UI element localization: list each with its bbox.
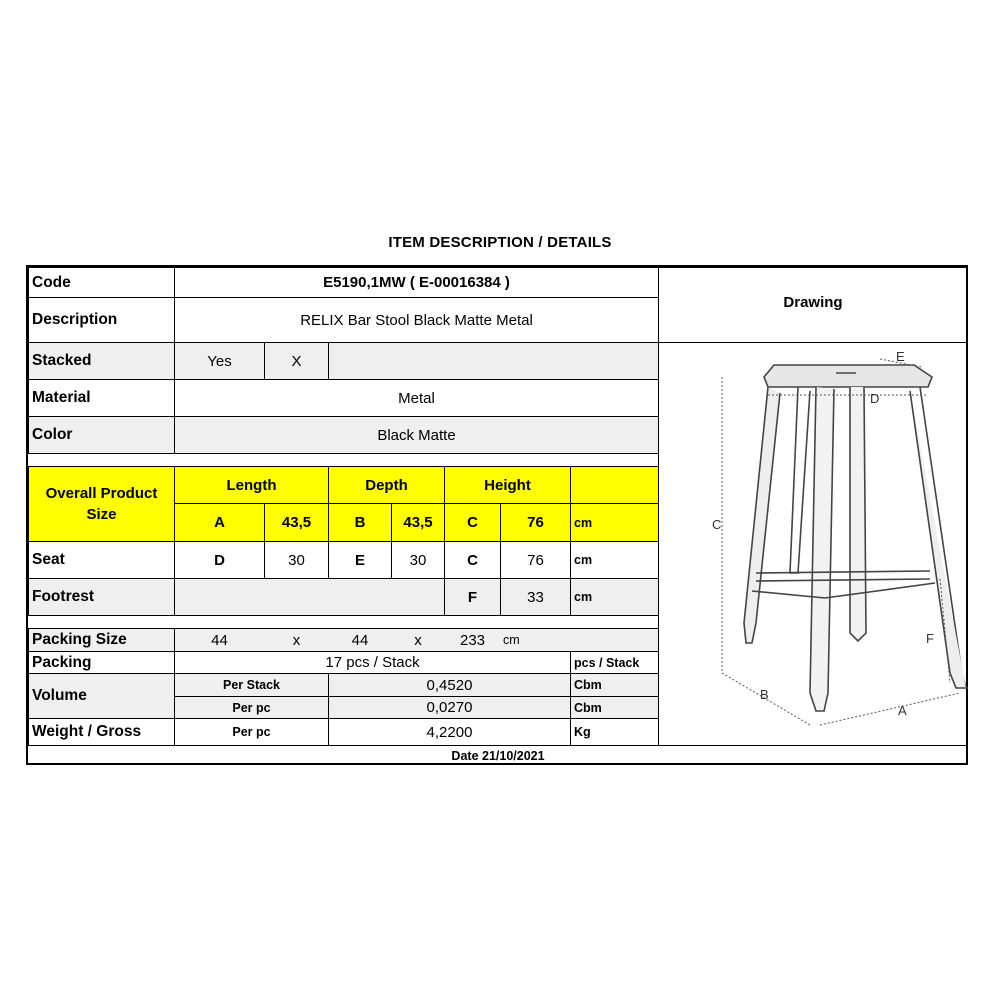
details-table (26, 265, 968, 765)
seat-d-value: 30 (264, 541, 329, 579)
unit-header-empty (570, 466, 659, 504)
drawing-area (658, 342, 968, 746)
packing-size-width: 44 (351, 631, 369, 649)
document-title: ITEM DESCRIPTION / DETAILS (388, 234, 612, 251)
stacked-mark: X (264, 342, 329, 380)
seat-label: Seat (28, 541, 175, 579)
depth-value: 43,5 (391, 503, 445, 542)
volume-per-pc-label: Per pc (174, 696, 329, 719)
volume-per-stack-unit: Cbm (570, 673, 659, 697)
seat-e-value: 30 (391, 541, 445, 579)
volume-per-stack-label: Per Stack (174, 673, 329, 697)
document-date: Date 21/10/2021 (28, 745, 968, 765)
footrest-f-value: 33 (500, 578, 571, 616)
seat-c-value: 76 (500, 541, 571, 579)
seat-d-key: D (174, 541, 265, 579)
packing-label: Packing (28, 651, 175, 674)
code-value: E5190,1MW ( E-00016384 ) (174, 267, 659, 298)
height-key: C (444, 503, 501, 542)
weight-unit: Kg (570, 718, 659, 746)
volume-per-pc-value: 0,0270 (328, 696, 571, 719)
stacked-empty (328, 342, 659, 380)
height-header: Height (444, 466, 571, 504)
weight-value: 4,2200 (328, 718, 571, 746)
overall-size-label: Overall Product Size (28, 466, 175, 542)
overall-unit: cm (570, 503, 659, 542)
height-value: 76 (500, 503, 571, 542)
packing-size-height: 233 (459, 631, 486, 649)
weight-label: Weight / Gross (28, 718, 175, 746)
drawing-label-c: C (711, 516, 721, 532)
packing-size-label: Packing Size (28, 628, 175, 652)
packing-value: 17 pcs / Stack (174, 651, 571, 674)
description-value: RELIX Bar Stool Black Matte Metal (174, 297, 659, 343)
packing-size-x2: x (414, 631, 422, 649)
volume-label: Volume (28, 673, 175, 719)
drawing-label-e: E (895, 348, 905, 364)
drawing-label-b: B (759, 686, 769, 702)
volume-per-pc-unit: Cbm (570, 696, 659, 719)
volume-per-stack-value: 0,4520 (328, 673, 571, 697)
length-value: 43,5 (264, 503, 329, 542)
seat-unit: cm (570, 541, 659, 579)
packing-size-x1: x (292, 631, 301, 649)
length-header: Length (174, 466, 329, 504)
stacked-label: Stacked (28, 342, 175, 380)
drawing-label-f: F (925, 630, 934, 646)
color-label: Color (28, 416, 175, 454)
footrest-empty (174, 578, 445, 616)
depth-key: B (328, 503, 392, 542)
material-label: Material (28, 379, 175, 417)
bar-stool-drawing (660, 343, 968, 745)
drawing-label-d: D (869, 390, 879, 406)
footrest-unit: cm (570, 578, 659, 616)
footrest-label: Footrest (28, 578, 175, 616)
color-value: Black Matte (174, 416, 659, 454)
footrest-f-key: F (444, 578, 501, 616)
packing-size-length: 44 (211, 631, 228, 649)
seat-c-key: C (444, 541, 501, 579)
drawing-title: Drawing (658, 267, 968, 343)
code-label: Code (28, 267, 175, 298)
weight-per-pc-label: Per pc (174, 718, 329, 746)
material-value: Metal (174, 379, 659, 417)
stacked-yes: Yes (174, 342, 265, 380)
packing-unit: pcs / Stack (570, 651, 659, 674)
length-key: A (174, 503, 265, 542)
packing-size-unit: cm (503, 633, 520, 647)
description-label: Description (28, 297, 175, 343)
depth-header: Depth (328, 466, 445, 504)
seat-e-key: E (328, 541, 392, 579)
drawing-label-a: A (897, 702, 907, 718)
